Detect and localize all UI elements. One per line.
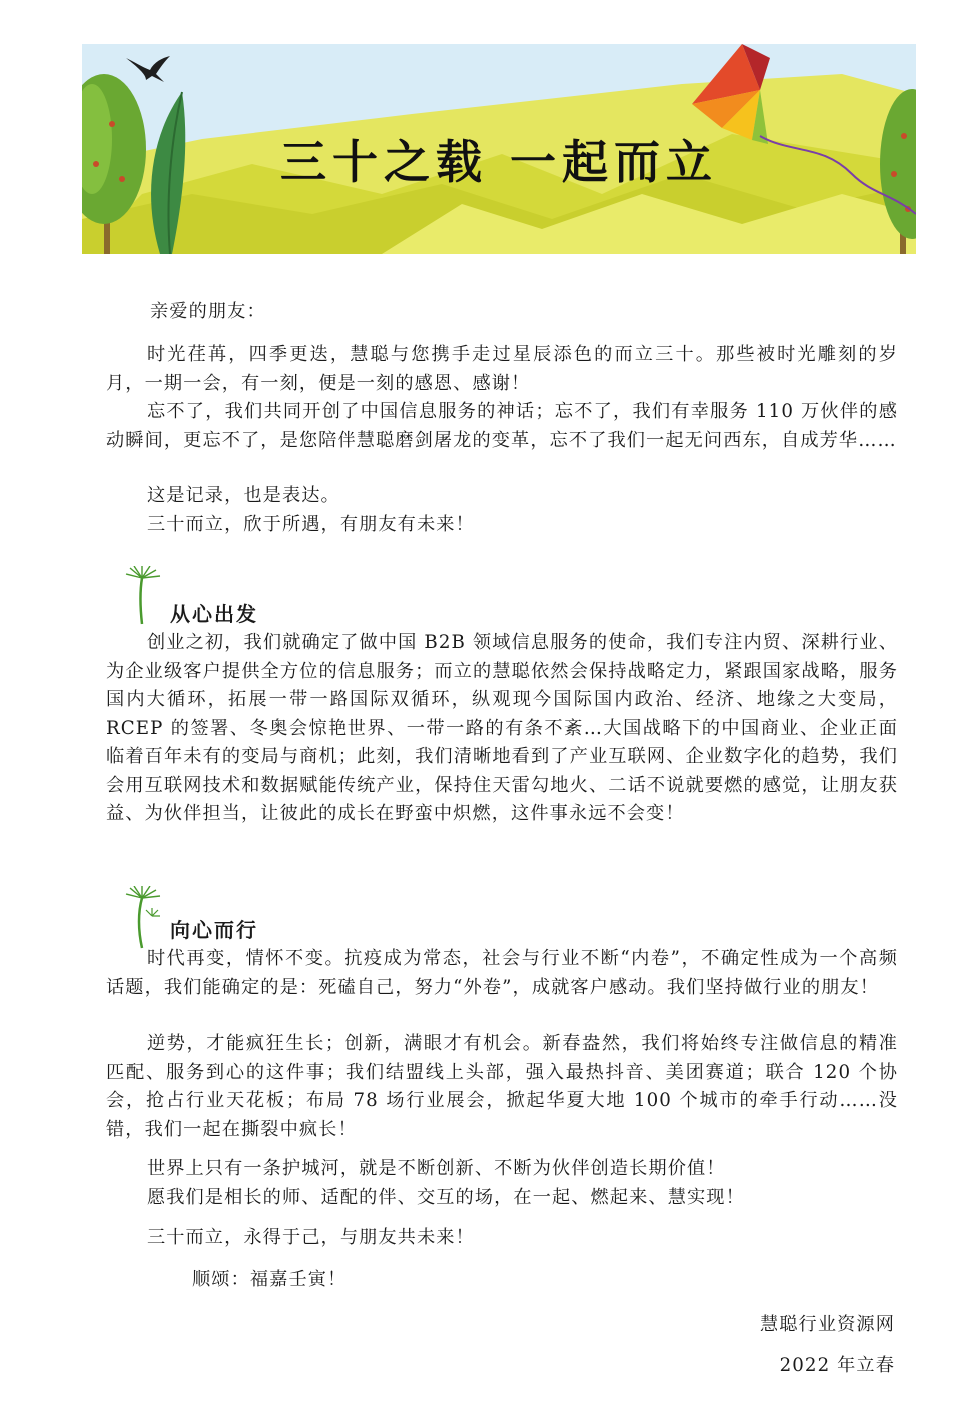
dandelion-icon [112,566,172,626]
closing-line-2: 愿我们是相长的师、适配的伴、交互的场，在一起、燃起来、慧实现！ [146,1187,745,1208]
date: 2022 年立春 [779,1355,895,1376]
section-2-body-2: 逆势，才能疯狂生长；创新，满眼才有机会。新春盎然，我们将始终专注做信息的精准匹配、服务到心的这件事；我们结盟线上头部，强入最热抖音、美团赛道；联合 120 个协会，抢占行业天花板；布局 78 场行业展会，掀起华夏大地 100 个城市的牵手行动……没错，我们一起在撕裂中疯长！ [106,1033,898,1140]
intro-paragraph-3: 这是记录，也是表达。 [146,485,340,506]
intro-paragraph-2: 忘不了，我们共同开创了中国信息服务的神话；忘不了，我们有幸服务 110 万伙伴的感动瞬间，更忘不了，是您陪伴慧聪磨剑屠龙的变革，忘不了我们一起无问西东，自成芳华…… [106,401,898,451]
closing-final: 三十而立，永得于己，与朋友共未来！ [146,1227,475,1248]
swallow-icon [124,54,174,84]
intro-paragraph-1: 时光荏苒，四季更迭，慧聪与您携手走过星辰添色的而立三十。那些被时光雕刻的岁月，一期一会，有一刻，便是一刻的感恩、感谢！ [106,344,898,394]
section-heading-2: 向心而行 [170,918,258,942]
greeting: 亲爱的朋友： [150,301,266,322]
banner-title: 三十之载 一起而立 [279,135,718,189]
dandelion-icon [112,886,172,950]
closing-line-1: 世界上只有一条护城河，就是不断创新、不断为伙伴创造长期价值！ [146,1158,726,1179]
intro-paragraph-4: 三十而立，欣于所遇，有朋友有未来！ [146,514,475,535]
wishes: 顺颂：福嘉壬寅！ [192,1269,347,1290]
section-1-body: 创业之初，我们就确定了做中国 B2B 领域信息服务的使命，我们专注内贸、深耕行业、为企业级客户提供全方位的信息服务；而立的慧聪依然会保持战略定力，紧跟国家战略，服务国内大循环，拓展一带一路国际双循环，纵观现今国际国内政治、经济、地缘之大变局，RCEP 的签署、冬奥会惊艳世界、一带一路的有条不紊…大国战略下的中国商业、企业正面临着百年未有的变局与商机；此刻，我们清晰地看到了产业互联网、企业数字化的趋势，我们会用互联网技术和数据赋能传统产业，保持住天雷勾地火、二话不说就要燃的感觉，让朋友获益、为伙伴担当，让彼此的成长在野蛮中炽燃，这件事永远不会变！ [106,632,898,824]
section-heading-1: 从心出发 [170,602,258,626]
section-2-body-1: 时代再变，情怀不变。抗疫成为常态，社会与行业不断“内卷”，不确定性成为一个高频话题，我们能确定的是：死磕自己，努力“外卷”，成就客户感动。我们坚持做行业的朋友！ [106,948,898,998]
header-banner [82,44,916,254]
signature: 慧聪行业资源网 [759,1314,895,1335]
